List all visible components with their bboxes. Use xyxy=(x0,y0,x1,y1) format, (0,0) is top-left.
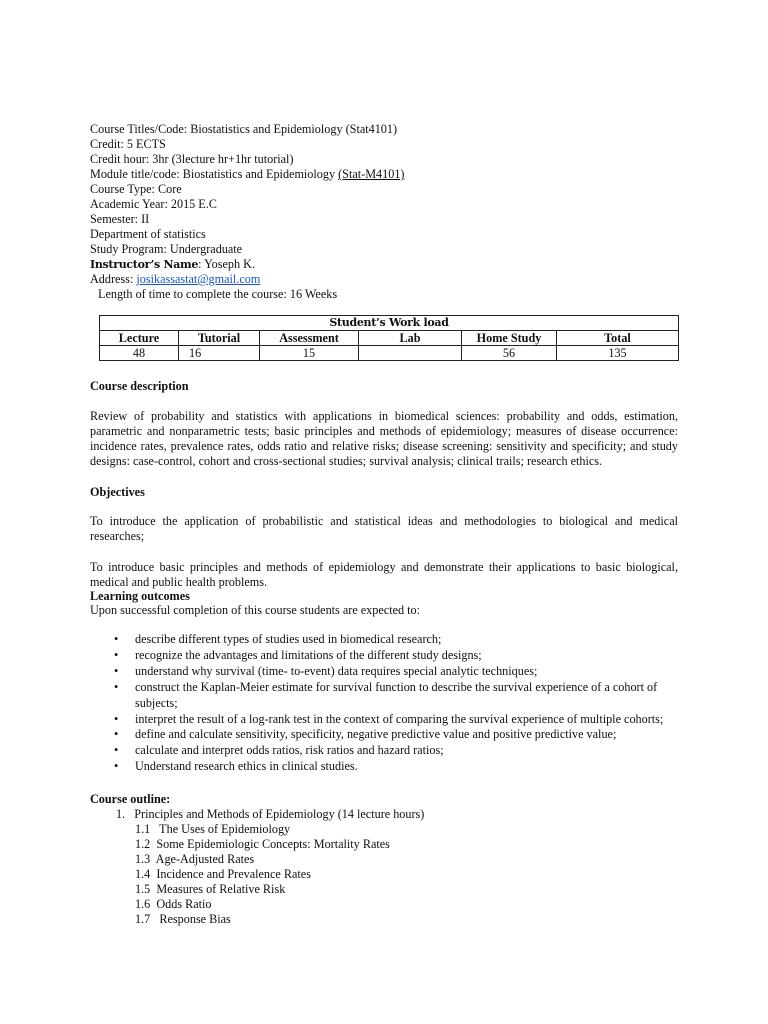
study-program: Study Program: Undergraduate xyxy=(90,242,243,256)
module-title xyxy=(90,167,690,182)
outline-section: 1.5 Measures of Relative Risk xyxy=(135,882,286,896)
address-label: Address: xyxy=(90,272,137,286)
workload-header-assessment: Assessment xyxy=(260,331,359,346)
list-item xyxy=(90,727,690,743)
list-item-text: understand why survival (time- to-event) data requires special analytic techniques; xyxy=(135,663,538,678)
objective-1: To introduce the application of probabilistic and statistical ideas and methodologies to biological and medical researches; xyxy=(90,514,678,543)
list-item xyxy=(90,632,690,648)
learning-outcomes-heading: Learning outcomes xyxy=(90,589,190,603)
workload-caption: Student’s Work load xyxy=(100,316,679,331)
list-item xyxy=(90,743,690,759)
workload-caption-row xyxy=(100,316,679,331)
workload-header-lab: Lab xyxy=(359,331,462,346)
bullet-icon: • xyxy=(114,759,119,774)
workload-value-row xyxy=(100,346,679,361)
learning-outcomes-intro: Upon successful completion of this course students are expected to: xyxy=(90,603,420,617)
workload-value-home-study: 56 xyxy=(462,346,557,361)
course-credit: Credit: 5 ECTS xyxy=(90,137,166,151)
objectives-heading: Objectives xyxy=(90,485,145,499)
instructor xyxy=(90,257,690,272)
course-title: Course Titles/Code: Biostatistics and Epidemiology (Stat4101) xyxy=(90,122,398,136)
bullet-icon: • xyxy=(114,632,119,646)
course-info-block xyxy=(90,122,690,302)
objective-2: To introduce basic principles and methods of epidemiology and demonstrate their applications to basic biological, medical and public health problems. xyxy=(90,560,678,589)
list-item xyxy=(90,759,690,775)
workload-header-row xyxy=(100,331,679,346)
workload-header-lecture: Lecture xyxy=(100,331,179,346)
academic-year: Academic Year: 2015 E.C xyxy=(90,197,217,211)
bullet-icon: • xyxy=(114,663,119,678)
bullet-icon: • xyxy=(114,647,119,662)
workload-header-home-study: Home Study xyxy=(462,331,557,346)
semester: Semester: II xyxy=(90,212,150,226)
outline-section: 1.7 Response Bias xyxy=(135,912,231,926)
bullet-icon: • xyxy=(114,679,119,694)
list-item-text: define and calculate sensitivity, specificity, negative predictive value and positive predictive value; xyxy=(135,727,617,742)
bullet-icon: • xyxy=(114,743,119,758)
list-item-text: describe different types of studies used in biomedical research; xyxy=(135,632,442,646)
workload-value-tutorial: 16 xyxy=(179,346,260,361)
workload-table xyxy=(99,315,679,361)
outline-section: 1.4 Incidence and Prevalence Rates xyxy=(135,867,311,881)
list-item-text: interpret the result of a log-rank test in the context of comparing the survival experience of multiple cohorts; xyxy=(135,711,664,726)
outline-chapter-1: 1. Principles and Methods of Epidemiology (14 lecture hours) xyxy=(116,807,425,821)
workload-value-assessment: 15 xyxy=(260,346,359,361)
course-outline-heading: Course outline: xyxy=(90,792,171,806)
outline-section: 1.2 Some Epidemiologic Concepts: Mortality Rates xyxy=(135,837,390,851)
learning-outcomes-list xyxy=(90,632,690,775)
workload-header-total: Total xyxy=(557,331,679,346)
outline-section: 1.3 Age-Adjusted Rates xyxy=(135,852,255,866)
list-item-text: Understand research ethics in clinical studies. xyxy=(135,759,358,774)
list-item xyxy=(90,648,690,664)
email-link[interactable]: josikassastat@gmail.com xyxy=(136,272,261,286)
list-item-text: construct the Kaplan-Meier estimate for survival function to describe the survival experience of a cohort of subjects; xyxy=(135,679,658,710)
list-item-text: recognize the advantages and limitations of the different study designs; xyxy=(135,647,482,662)
list-item xyxy=(90,712,690,728)
course-description-text: Review of probability and statistics with applications in biomedical sciences: probability and odds, estimation, parametric and nonparametric tests; basic principles and methods of epidemiology; measures of disease occurrence: incidence rates, prevalence rates, odds ratio and relative risks; disease screening: sensitivity and specificity; and study designs: case-control, cohort and cross-sectional studies; survival analysis; clinical trails; research ethics. xyxy=(90,409,678,468)
credit-hour: Credit hour: 3hr (3lecture hr+1hr tutorial) xyxy=(90,152,294,166)
course-description-heading: Course description xyxy=(90,379,189,393)
course-length: Length of time to complete the course: 16 Weeks xyxy=(98,287,338,301)
course-outline xyxy=(90,792,424,927)
workload-value-lab xyxy=(359,346,462,361)
workload-value-total: 135 xyxy=(557,346,679,361)
instructor-value: : Yoseph K. xyxy=(198,257,255,271)
bullet-icon: • xyxy=(114,711,119,726)
list-item xyxy=(90,664,690,680)
list-item-text: calculate and interpret odds ratios, risk ratios and hazard ratios; xyxy=(135,743,444,758)
list-item xyxy=(90,680,690,712)
bullet-icon: • xyxy=(114,727,119,742)
address xyxy=(90,272,690,287)
outline-section: 1.6 Odds Ratio xyxy=(135,897,212,911)
outline-section: 1.1 The Uses of Epidemiology xyxy=(135,822,291,836)
department: Department of statistics xyxy=(90,227,206,241)
module-title-text: Module title/code: Biostatistics and Epidemiology xyxy=(90,167,339,181)
workload-header-tutorial: Tutorial xyxy=(179,331,260,346)
course-type: Course Type: Core xyxy=(90,182,182,196)
instructor-label: Instructor’s Name xyxy=(90,258,199,271)
module-code: (Stat-M4101) xyxy=(338,167,405,181)
workload-value-lecture: 48 xyxy=(100,346,179,361)
